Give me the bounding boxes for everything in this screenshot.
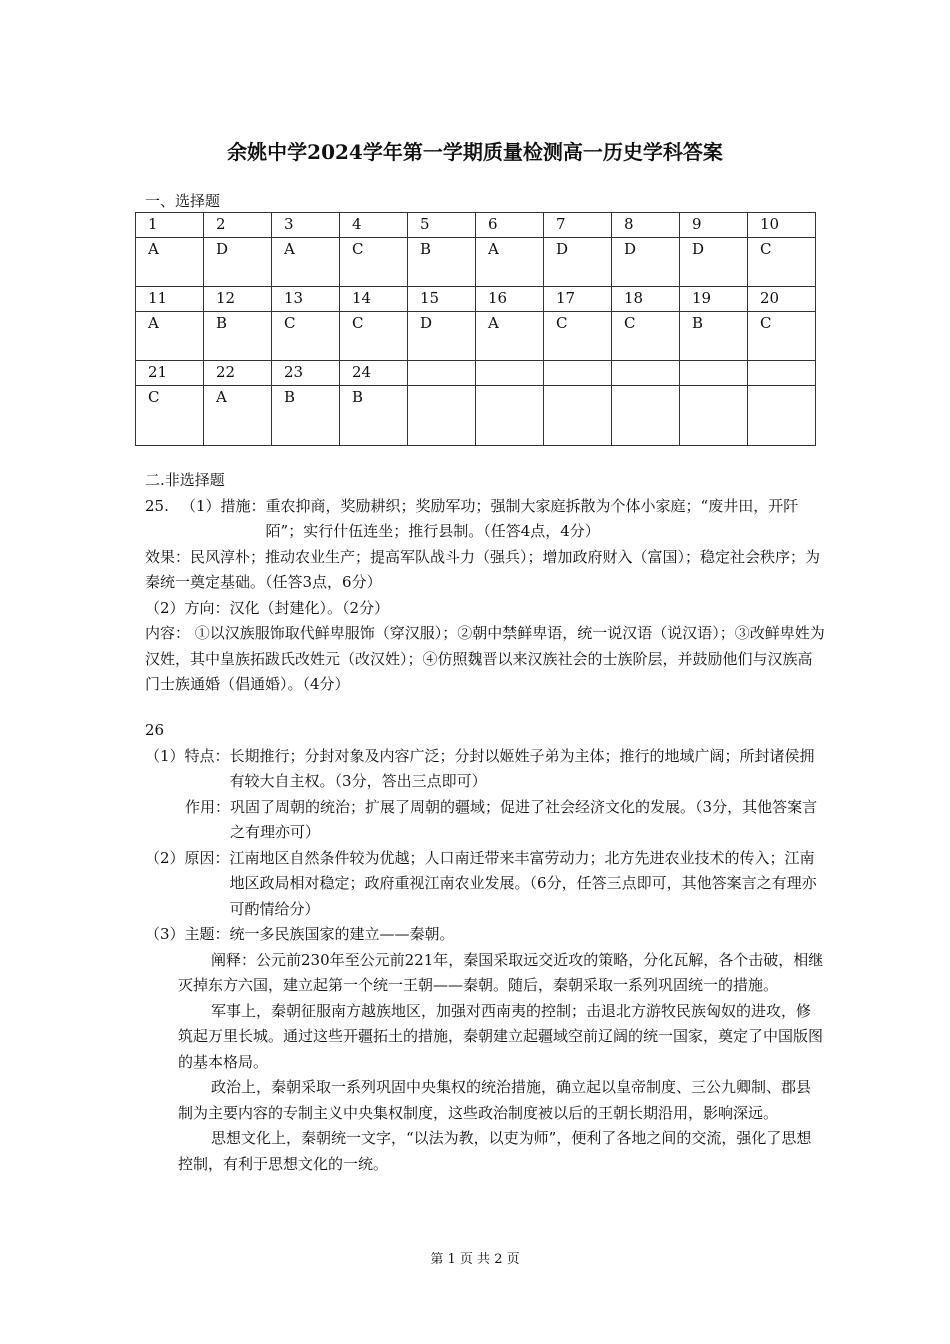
q25-content: 内容： ①以汉族服饰取代鲜卑服饰（穿汉服）；②朝中禁鲜卑语，统一说汉语（说汉语）；③改鲜卑姓为汉姓，其中皇族拓跋氏改姓元（改汉姓）；④仿照魏晋以来汉族社会的士族阶层，并鼓励他们与汉族高门士族通婚（倡通婚）。（4分）	[145, 624, 825, 693]
answer-cell: C	[340, 238, 408, 287]
question-number-cell: 23	[272, 361, 340, 386]
page-footer: 第 1 页 共 2 页	[430, 1252, 520, 1267]
question-number-cell: 6	[476, 213, 544, 238]
answer-cell: C	[272, 312, 340, 361]
q26-p3-text: 江南地区自然条件较为优越；人口南迁带来丰富劳动力；北方先进农业技术的传入；江南地区政局相对稳定；政府重视江南农业发展。（6分，任答三点即可，其他答案言之有理亦可酌情给分）	[229, 848, 817, 918]
answer-cell: A	[476, 312, 544, 361]
question-number-row	[136, 213, 816, 238]
question-number-cell: 14	[340, 287, 408, 312]
answer-cell: D	[408, 312, 476, 361]
section2	[145, 468, 825, 698]
question-26	[145, 718, 825, 1177]
question-number-row	[136, 287, 816, 312]
answer-cell: B	[340, 386, 408, 446]
question-number-cell: 24	[340, 361, 408, 386]
q25-effects: 效果：民风淳朴；推动农业生产；提高军队战斗力（强兵）；增加政府财入（富国）；稳定社会秩序；为秦统一奠定基础。（任答3点，6分）	[145, 547, 821, 591]
q26-essay	[145, 948, 825, 1178]
q26-p3-label: （2）原因：	[145, 848, 230, 867]
section1-heading: 一、选择题	[145, 192, 221, 210]
answer-cell	[612, 386, 680, 446]
essay-paragraph: 军事上，秦朝征服南方越族地区，加强对西南夷的控制；击退北方游牧民族匈奴的进攻，修筑起万里长城。通过这些开疆拓土的措施，秦朝建立起疆域空前辽阔的统一国家，奠定了中国版图的基本格局。	[178, 1001, 824, 1071]
answer-cell: B	[272, 386, 340, 446]
question-number-row	[136, 361, 816, 386]
q26-part1-effect	[145, 795, 825, 846]
question-number-cell: 2	[204, 213, 272, 238]
question-number-cell: 13	[272, 287, 340, 312]
q26-number: 26	[145, 721, 165, 739]
answer-row	[136, 312, 816, 361]
answer-cell: C	[544, 312, 612, 361]
question-number-cell: 22	[204, 361, 272, 386]
question-number-cell: 21	[136, 361, 204, 386]
question-number-cell: 20	[748, 287, 816, 312]
essay-paragraph: 思想文化上，秦朝统一文字，“以法为教，以吏为师”，便利了各地之间的交流，强化了思想控制，有利于思想文化的一统。	[178, 1129, 812, 1173]
question-number-cell: 7	[544, 213, 612, 238]
q25-part1	[145, 494, 825, 545]
answer-cell	[544, 386, 612, 446]
question-number-cell: 16	[476, 287, 544, 312]
question-number-cell: 17	[544, 287, 612, 312]
answer-cell: A	[136, 312, 204, 361]
question-number-cell	[408, 361, 476, 386]
question-number-cell: 5	[408, 213, 476, 238]
answer-cell: C	[748, 312, 816, 361]
answer-cell	[408, 386, 476, 446]
answer-cell: A	[272, 238, 340, 287]
answer-cell: C	[612, 312, 680, 361]
q26-part2	[145, 846, 825, 923]
question-number-cell: 8	[612, 213, 680, 238]
question-number-cell: 19	[680, 287, 748, 312]
answer-cell: C	[748, 238, 816, 287]
answer-cell: B	[204, 312, 272, 361]
answer-cell: A	[204, 386, 272, 446]
essay-paragraph: 阐释：公元前230年至公元前221年，秦国采取远交近攻的策略，分化瓦解，各个击破，相继灭掉东方六国，建立起第一个统一王朝——秦朝。随后，秦朝采取一系列巩固统一的措施。	[178, 950, 824, 994]
question-number-cell: 4	[340, 213, 408, 238]
q25-p1-text: 重农抑商，奖励耕织；奖励军功；强制大家庭拆散为个体小家庭；“废井田，开阡陌”；实行什伍连坐；推行县制。（任答4点，4分）	[265, 496, 799, 540]
answer-cell: B	[680, 312, 748, 361]
question-number-cell: 18	[612, 287, 680, 312]
answer-row	[136, 238, 816, 287]
q25-number: 25.	[145, 496, 169, 515]
question-number-cell	[748, 361, 816, 386]
answer-cell	[680, 386, 748, 446]
q26-p2-text: 巩固了周朝的统治；扩展了周朝的疆域；促进了社会经济文化的发展。（3分，其他答案言之有理亦可）	[230, 797, 818, 841]
question-number-cell: 15	[408, 287, 476, 312]
answer-cell: D	[680, 238, 748, 287]
question-number-cell: 12	[204, 287, 272, 312]
answer-cell: C	[340, 312, 408, 361]
page-title: 余姚中学2024学年第一学期质量检测高一历史学科答案	[227, 140, 723, 164]
answer-cell: B	[408, 238, 476, 287]
q26-p1-text: 长期推行；分封对象及内容广泛；分封以姬姓子弟为主体；推行的地域广阔；所封诸侯拥有较大自主权。（3分，答出三点即可）	[229, 746, 815, 790]
answer-cell: D	[612, 238, 680, 287]
section2-heading: 二.非选择题	[145, 471, 225, 489]
q26-p2-label: 作用：	[185, 797, 231, 816]
answer-cell: C	[136, 386, 204, 446]
answer-cell: A	[476, 238, 544, 287]
question-number-cell	[612, 361, 680, 386]
q26-p1-label: （1）特点：	[145, 746, 230, 765]
question-number-cell	[476, 361, 544, 386]
question-number-cell	[544, 361, 612, 386]
question-number-cell	[680, 361, 748, 386]
question-number-cell: 11	[136, 287, 204, 312]
q25-p1-label: （1）措施：	[181, 496, 266, 515]
question-number-cell: 3	[272, 213, 340, 238]
answer-cell: D	[204, 238, 272, 287]
question-number-cell: 9	[680, 213, 748, 238]
answer-row	[136, 386, 816, 446]
answer-table	[135, 212, 816, 446]
answer-cell: A	[136, 238, 204, 287]
question-number-cell: 10	[748, 213, 816, 238]
question-number-cell: 1	[136, 213, 204, 238]
answer-cell	[476, 386, 544, 446]
answer-cell	[748, 386, 816, 446]
essay-paragraph: 政治上，秦朝采取一系列巩固中央集权的统治措施，确立起以皇帝制度、三公九卿制、郡县制为主要内容的专制主义中央集权制度，这些政治制度被以后的王朝长期沿用，影响深远。	[178, 1078, 812, 1122]
q25-part2: （2）方向：汉化（封建化）。（2分）	[145, 598, 390, 617]
q26-part1	[145, 744, 825, 795]
q26-part3: （3）主题：统一多民族国家的建立——秦朝。	[145, 925, 455, 943]
answer-cell: D	[544, 238, 612, 287]
